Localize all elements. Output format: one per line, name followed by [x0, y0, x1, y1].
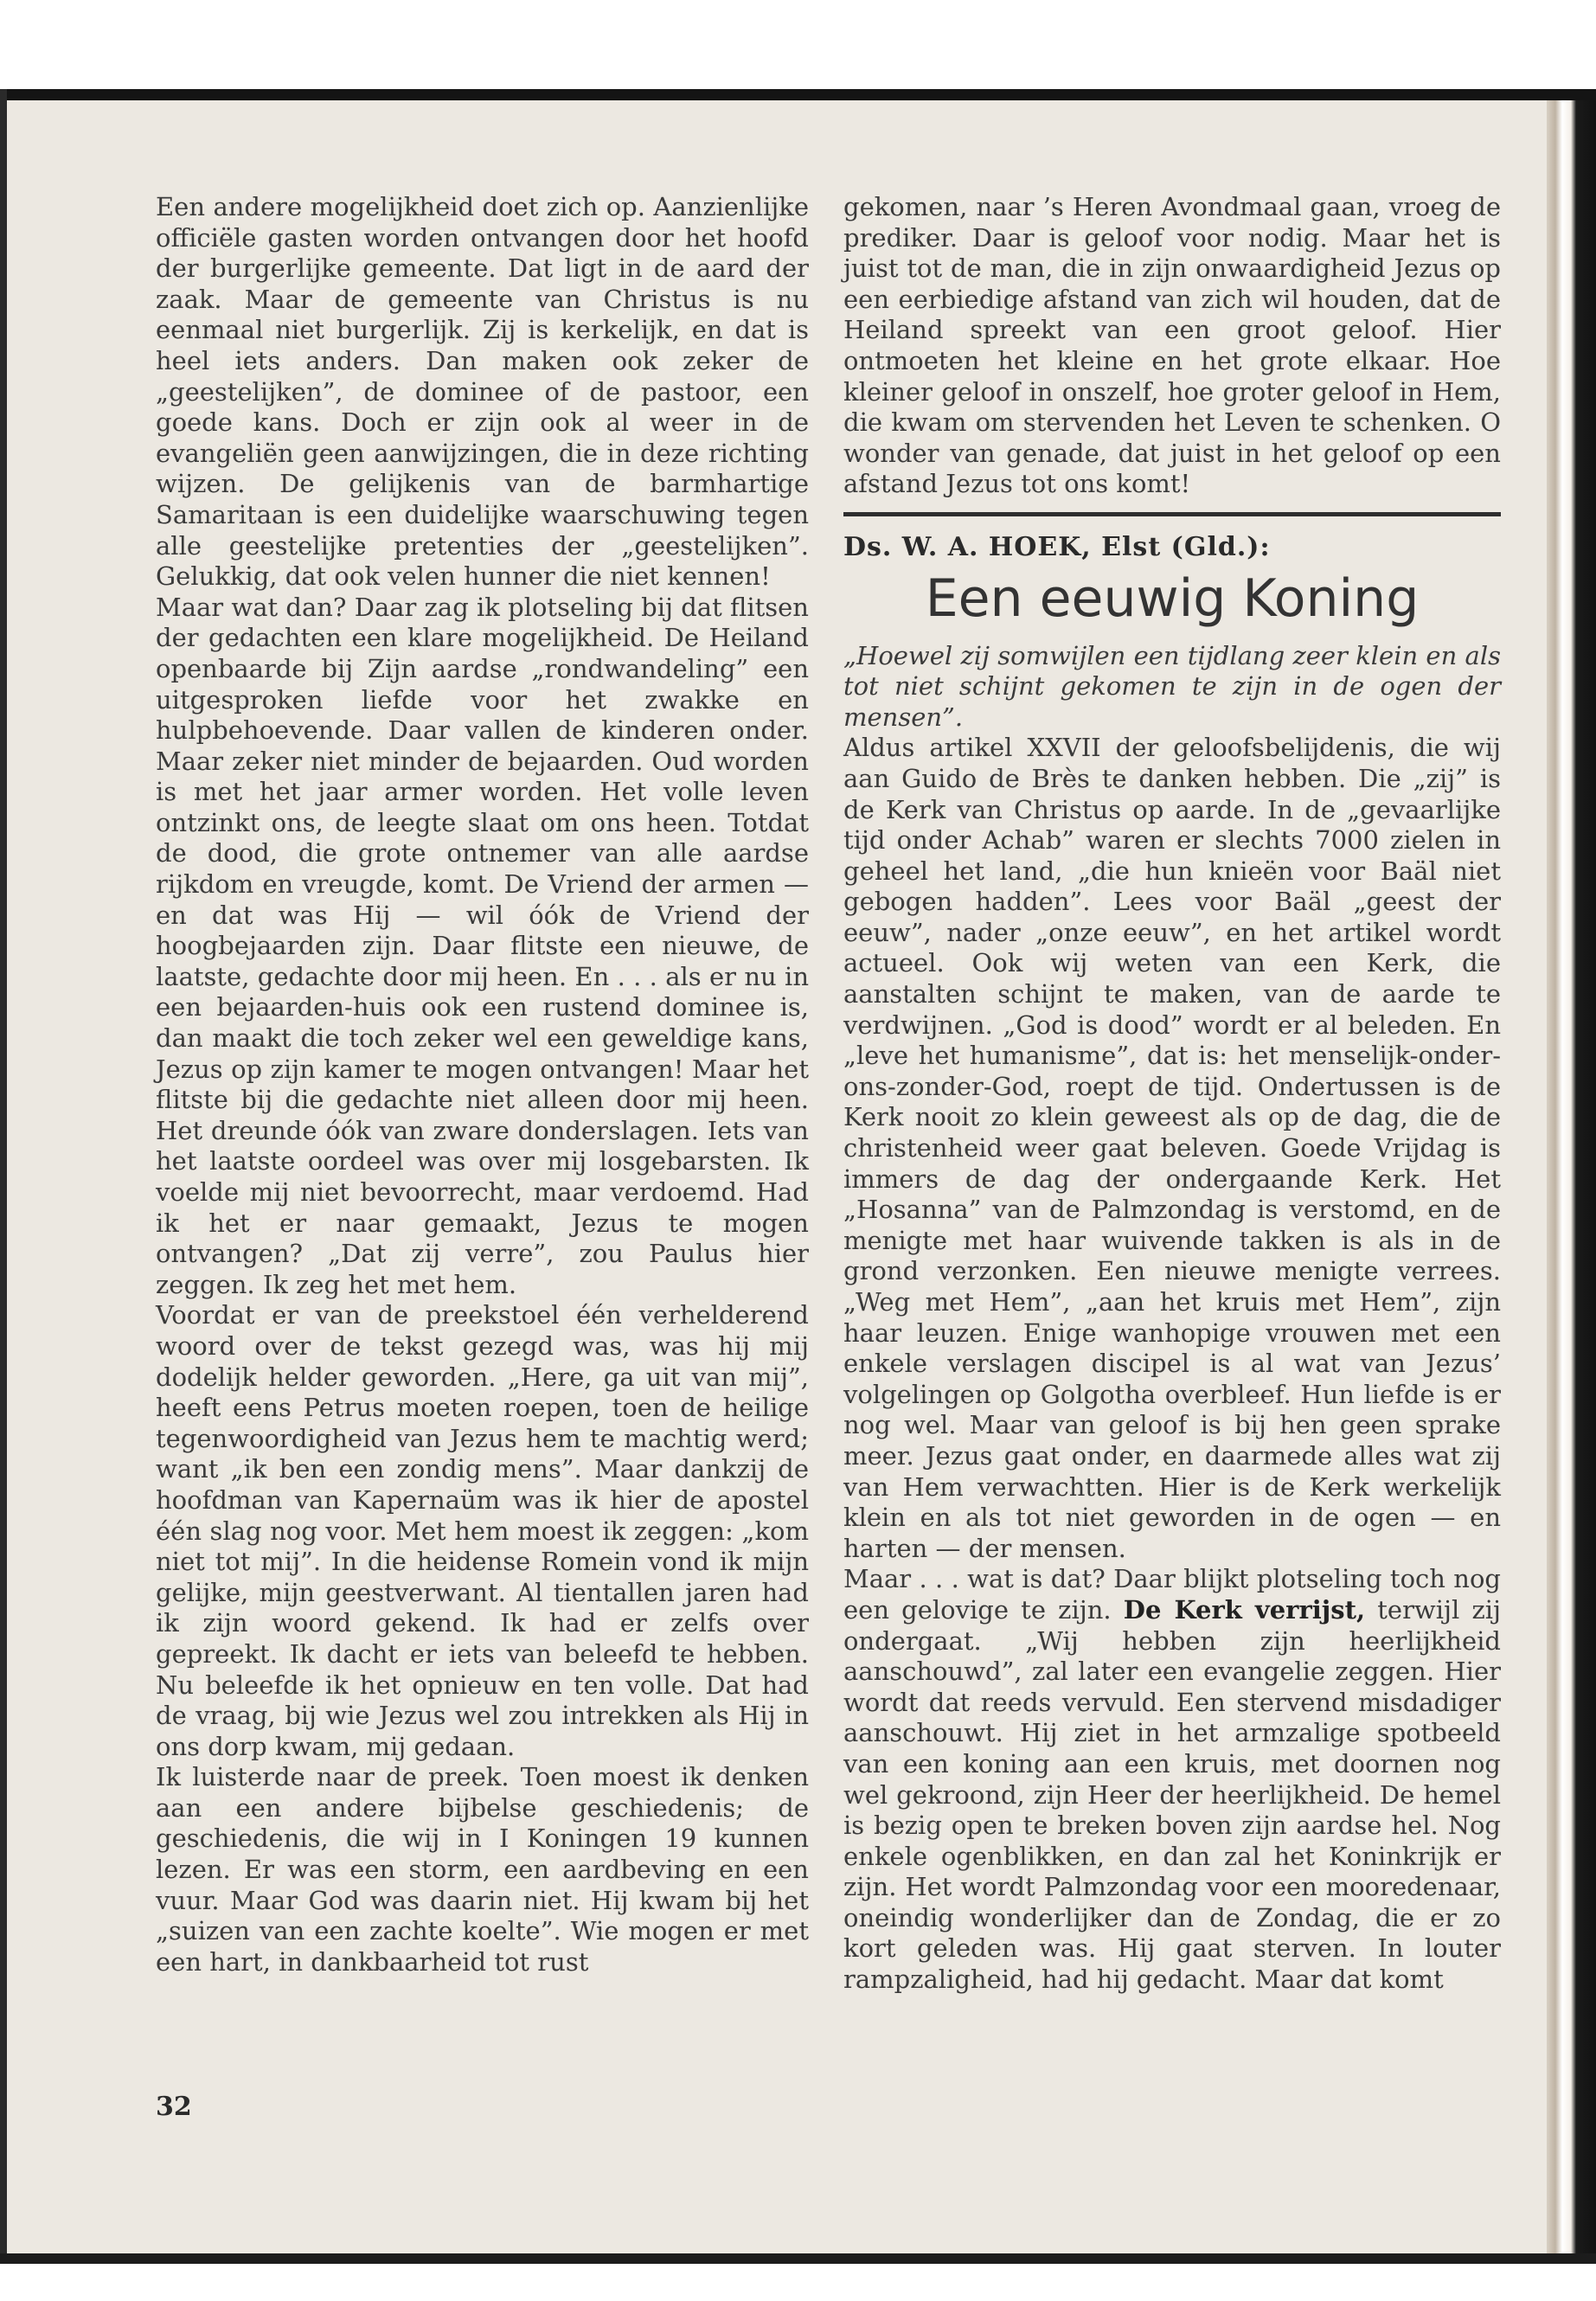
- scan-edge-left: [0, 89, 7, 2260]
- page-number: 32: [156, 2092, 192, 2122]
- paragraph-emphasis: De Kerk verrijst,: [1123, 1594, 1366, 1625]
- article-quote: „Hoewel zij somwijlen een tijdlang zeer klein en als tot niet schijnt gekomen te zijn in de ogen der mensen”.: [843, 640, 1501, 732]
- left-paragraph: Voordat er van de preekstoel één verhelderend woord over de tekst gezegd was, was hij mij dodelijk helder geworden. „Here, ga uit van mij”, heeft eens Petrus moeten roepen, toen de heilige tegenwoordigheid van Jezus hem te machtig werd; want „ik ben een zondig mens”. Maar dankzij de hoofdman van Kapernaüm was ik hier de apostel één slag nog voor. Met hem moest ik zeggen: „kom niet tot mij”. In die heidense Romein vond ik mijn gelijke, mijn geestverwant. Al tientallen jaren had ik zijn woord gekend. Ik had er zelfs over gepreekt. Ik dacht er iets van beleefd te hebben. Nu beleefde ik het opnieuw en ten volle. Dat had de vraag, bij wie Jezus wel zou intrekken als Hij in ons dorp kwam, mij gedaan.: [156, 1300, 809, 1761]
- paragraph-rest: terwijl zij ondergaat. „Wij hebben zijn heerlijkheid aanschouwd”, zal later een evangelie zeggen. Hier wordt dat reeds vervuld. Een stervend misdadiger aanschouwt. Hij ziet in het armzalige spotbeeld van een koning aan een kruis, met doornen nog wel gekroond, zijn Heer der heerlijkheid. De hemel is bezig open te breken boven zijn aardse hel. Nog enkele ogenblikken, en dan zal het Koninkrijk er zijn. Het wordt Palmzondag voor een mooredenaar, oneindig wonderlijker dan de Zondag, die er zo kort geleden was. Hij gaat sterven. In louter rampzaligheid, had hij gedacht. Maar dat komt: [843, 1594, 1502, 1995]
- scan-top-margin: [0, 0, 1596, 91]
- page-binding-edge: [1547, 100, 1596, 2256]
- section-divider: [843, 512, 1501, 516]
- article-byline: Ds. W. A. HOEK, Elst (Gld.):: [843, 531, 1271, 562]
- article-title: Een eeuwig Koning: [925, 567, 1420, 629]
- scan-bottom-margin: [0, 2264, 1596, 2301]
- article-paragraph: Aldus artikel XXVII der geloofsbelijdenis, die wij aan Guido de Brès te danken hebben. Die „zij” is de Kerk van Christus op aarde. In de „gevaarlijke tijd onder Achab” waren er slechts 7000 zielen in geheel het land, „die hun knieën voor Baäl niet gebogen hadden”. Lees voor Baäl „geest der eeuw”, nader „onze eeuw”, en het artikel wordt actueel. Ook wij weten van een Kerk, die aanstalten schijnt te maken, van de aarde te verdwijnen. „God is dood” wordt er al beleden. En „leve het humanisme”, dat is: het menselijk-onder-ons-zonder-God, roept de tijd. Ondertussen is de Kerk nooit zo klein geweest als op de dag, die de christenheid weer gaat beleven. Goede Vrijdag is immers de dag der ondergaande Kerk. Het „Hosanna” van de Palmzondag is verstomd, en de menigte met haar wuivende takken is als in de grond verzonken. Een nieuwe menigte verrees. „Weg met Hem”, „aan het kruis met Hem”, zijn haar leuzen. Enige wanhopige vrouwen met een enkele verslagen discipel is al wat van Jezus’ volgelingen op Golgotha overbleef. Hun liefde is er nog wel. Maar van geloof is bij hen geen sprake meer. Jezus gaat onder, en daarmede alles wat zij van Hem verwachtten. Hier is de Kerk werkelijk klein en als tot niet geworden in de ogen — en harten — der mensen.: [843, 733, 1501, 1563]
- left-paragraph: Maar wat dan? Daar zag ik plotseling bij dat flitsen der gedachten een klare mogelijkheid. De Heiland openbaarde bij Zijn aardse „rondwandeling” een uitgesproken liefde voor het zwakke en hulpbehoevende. Daar vallen de kinderen onder. Maar zeker niet minder de bejaarden. Oud worden is met het jaar armer worden. Het volle leven ontzinkt ons, de leegte slaat om ons heen. Totdat de dood, die grote ontnemer van alle aardse rijkdom en vreugde, komt. De Vriend der armen — en dat was Hij — wil óók de Vriend der hoogbejaarden zijn. Daar flitste een nieuwe, de laatste, gedachte door mij heen. En . . . als er nu in een bejaarden-huis ook een rustend dominee is, dan maakt die toch zeker wel een geweldige kans, Jezus op zijn kamer te mogen ontvangen! Maar het flitste bij die gedachte niet alleen door mij heen. Het dreunde óók van zware donderslagen. Iets van het laatste oordeel was over mij losgebarsten. Ik voelde mij niet bevoorrecht, maar verdoemd. Had ik het er naar gemaakt, Jezus te mogen ontvangen? „Dat zij verre”, zou Paulus hier zeggen. Ik zeg het met hem.: [156, 592, 809, 1299]
- left-paragraph: Ik luisterde naar de preek. Toen moest ik denken aan een andere bijbelse geschiedenis; de geschiedenis, die wij in I Koningen 19 kunnen lezen. Er was een storm, een aardbeving en een vuur. Maar God was daarin niet. Hij kwam bij het „suizen van een zachte koelte”. Wie mogen er met een hart, in dankbaarheid tot rust: [156, 1762, 809, 1977]
- right-intro-paragraph: gekomen, naar ’s Heren Avondmaal gaan, vroeg de prediker. Daar is geloof voor nodig. Maar het is juist tot de man, die in zijn onwaardigheid Jezus op een eerbiedige afstand van zich wil houden, dat de Heiland spreekt van een groot geloof. Hier ontmoeten het kleine en het grote elkaar. Hoe kleiner geloof in onszelf, hoe groter geloof in Hem, die kwam om stervenden het Leven te schenken. O wonder van genade, dat juist in het geloof op een afstand Jezus tot ons komt!: [843, 192, 1501, 499]
- scan-edge-bottom: [0, 2253, 1596, 2264]
- left-paragraph: Een andere mogelijkheid doet zich op. Aanzienlijke officiële gasten worden ontvangen door het hoofd der burgerlijke gemeente. Dat ligt in de aard der zaak. Maar de gemeente van Christus is nu eenmaal niet burgerlijk. Zij is kerkelijk, en dat is heel iets anders. Dan maken ook zeker de „geestelijken”, de dominee of de pastoor, een goede kans. Doch er zijn ook al weer in de evangeliën geen aanwijzingen, die in deze richting wijzen. De gelijkenis van de barmhartige Samaritaan is een duidelijke waarschuwing tegen alle geestelijke pretenties der „geestelijken”. Gelukkig, dat ook velen hunner die niet kennen!: [156, 192, 809, 592]
- right-column: [843, 192, 1501, 1996]
- scan-edge-top: [0, 89, 1596, 101]
- left-column: [156, 192, 809, 1977]
- article-paragraph: [843, 1564, 1501, 1995]
- paragraph-start: Maar . . . wat is dat? Daar blijkt plotseling toch nog een gelovige te zijn.: [843, 1564, 1501, 1625]
